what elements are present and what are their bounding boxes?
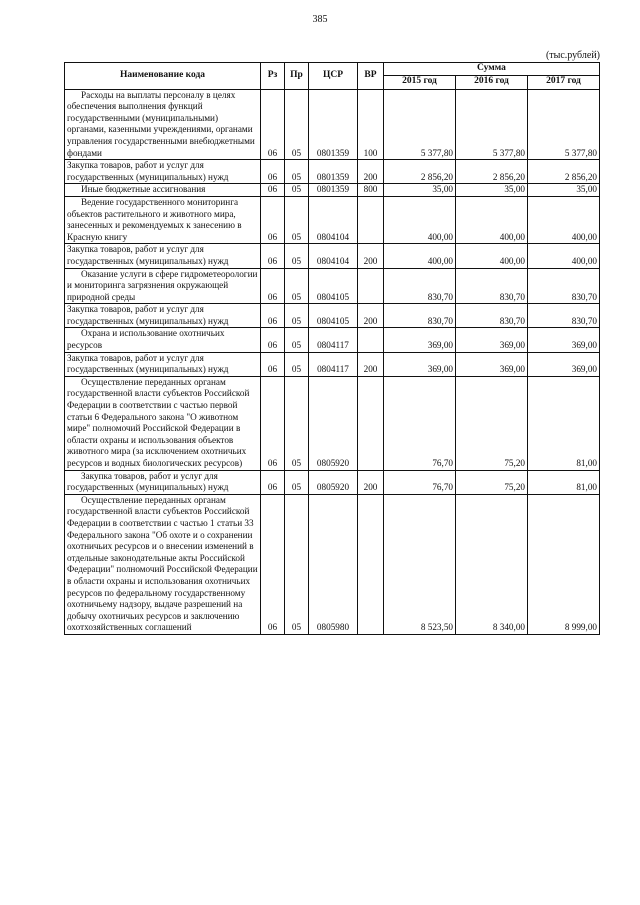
row-csr — [309, 244, 358, 268]
row-name-text: Закупка товаров, работ и услуг для государственных (муниципальных) нужд — [67, 470, 229, 493]
row-pr — [285, 494, 309, 634]
row-csr — [309, 196, 358, 243]
row-vr — [358, 89, 384, 160]
row-2017-text: 830,70 — [571, 291, 597, 302]
budget-table — [64, 62, 600, 635]
row-2017 — [528, 184, 600, 197]
row-csr-text: 0804117 — [317, 340, 349, 351]
row-rz — [261, 376, 285, 470]
row-2016 — [456, 376, 528, 470]
row-2017 — [528, 244, 600, 268]
row-vr — [358, 494, 384, 634]
row-rz — [261, 89, 285, 160]
header-pr: Пр — [285, 63, 309, 90]
row-rz-text: 06 — [267, 184, 278, 195]
row-vr — [358, 268, 384, 304]
row-name — [65, 376, 261, 470]
row-2015-text: 5 377,80 — [420, 147, 453, 158]
table-row — [65, 184, 600, 197]
row-2016 — [456, 268, 528, 304]
row-2015 — [384, 304, 456, 328]
row-pr-text: 05 — [291, 171, 302, 182]
row-name — [65, 470, 261, 494]
row-vr-text: 200 — [363, 255, 378, 266]
table-row — [65, 352, 600, 376]
row-2017 — [528, 304, 600, 328]
row-2015 — [384, 470, 456, 494]
table-row — [65, 160, 600, 184]
row-rz — [261, 352, 285, 376]
row-csr-text: 0804104 — [316, 231, 350, 242]
row-pr — [285, 268, 309, 304]
row-pr-text: 05 — [291, 364, 302, 375]
table-row — [65, 376, 600, 470]
row-rz-text: 06 — [267, 340, 278, 351]
row-name-text: Оказание услуги в сфере гидрометеорологии и мониторинга загрязнения окружающей природной среды — [67, 268, 258, 302]
row-rz — [261, 184, 285, 197]
row-2015-text: 369,00 — [427, 364, 453, 375]
row-vr — [358, 304, 384, 328]
row-csr-text: 0801359 — [316, 184, 350, 195]
row-rz-text: 06 — [267, 622, 278, 633]
row-rz-text: 06 — [267, 231, 278, 242]
row-csr — [309, 494, 358, 634]
row-2015 — [384, 244, 456, 268]
header-sum: Сумма — [384, 63, 600, 76]
row-2015 — [384, 494, 456, 634]
row-2017 — [528, 470, 600, 494]
row-vr — [358, 160, 384, 184]
row-pr-text: 05 — [291, 622, 302, 633]
row-name — [65, 328, 261, 352]
row-vr-text: 200 — [363, 315, 378, 326]
row-vr — [358, 352, 384, 376]
row-name — [65, 494, 261, 634]
row-2015 — [384, 196, 456, 243]
row-name — [65, 268, 261, 304]
row-csr-text: 0805980 — [316, 622, 350, 633]
row-vr-text: 200 — [363, 171, 378, 182]
row-pr-text: 05 — [291, 231, 302, 242]
row-vr — [358, 470, 384, 494]
row-pr — [285, 184, 309, 197]
row-2017 — [528, 160, 600, 184]
row-vr-text: 100 — [363, 147, 378, 158]
header-rz: Рз — [261, 63, 285, 90]
row-pr — [285, 376, 309, 470]
row-name-text: Закупка товаров, работ и услуг для государственных (муниципальных) нужд — [67, 304, 229, 326]
row-rz — [261, 160, 285, 184]
units-label: (тыс.рублей) — [545, 50, 600, 61]
row-2016 — [456, 304, 528, 328]
row-2017-text: 369,00 — [571, 340, 597, 351]
row-pr — [285, 196, 309, 243]
row-2016 — [456, 328, 528, 352]
row-vr — [358, 328, 384, 352]
table-body — [65, 89, 600, 634]
row-2016 — [456, 184, 528, 197]
row-rz-text: 06 — [267, 364, 278, 375]
row-2015 — [384, 184, 456, 197]
row-name — [65, 196, 261, 243]
row-csr — [309, 268, 358, 304]
table-row — [65, 89, 600, 160]
row-2016 — [456, 244, 528, 268]
row-name-text: Ведение государственного мониторинга объектов растительного и животного мира, занесенных и рекомендуемых к занесению в Красную книгу — [67, 196, 242, 242]
header-2016: 2016 год — [456, 75, 528, 89]
row-csr-text: 0804104 — [316, 255, 350, 266]
row-2017-text: 81,00 — [576, 482, 597, 493]
row-rz-text: 06 — [267, 458, 278, 468]
row-2017-text: 5 377,80 — [564, 147, 597, 158]
row-2015-text: 369,00 — [427, 340, 453, 351]
row-2017 — [528, 376, 600, 470]
row-2015 — [384, 328, 456, 352]
row-rz — [261, 470, 285, 494]
row-2017 — [528, 352, 600, 376]
row-rz — [261, 268, 285, 304]
row-2016 — [456, 352, 528, 376]
row-vr — [358, 244, 384, 268]
row-csr-text: 0804117 — [317, 364, 349, 375]
row-csr-text: 0801359 — [316, 147, 350, 158]
row-vr — [358, 196, 384, 243]
row-2017-text: 81,00 — [576, 458, 597, 468]
row-rz — [261, 494, 285, 634]
row-csr-text: 0801359 — [316, 171, 350, 182]
row-2015 — [384, 352, 456, 376]
row-rz-text: 06 — [267, 255, 278, 266]
row-csr-text: 0805920 — [316, 482, 350, 493]
row-pr — [285, 244, 309, 268]
row-2016 — [456, 89, 528, 160]
row-pr-text: 05 — [291, 315, 302, 326]
row-csr — [309, 470, 358, 494]
row-name-text: Закупка товаров, работ и услуг для государственных (муниципальных) нужд — [67, 160, 229, 182]
row-2015-text: 76,70 — [432, 482, 453, 493]
row-2015-text: 2 856,20 — [420, 171, 453, 182]
row-name — [65, 244, 261, 268]
header-csr: ЦСР — [309, 63, 358, 90]
table-row — [65, 328, 600, 352]
row-2015-text: 8 523,50 — [420, 622, 453, 633]
row-rz — [261, 244, 285, 268]
row-2017-text: 830,70 — [571, 315, 597, 326]
header-vr: ВР — [358, 63, 384, 90]
header-2017: 2017 год — [528, 75, 600, 89]
row-vr-text: 800 — [363, 184, 378, 195]
row-2015-text: 400,00 — [427, 255, 453, 266]
table-row — [65, 196, 600, 243]
row-pr — [285, 160, 309, 184]
row-name-text: Закупка товаров, работ и услуг для государственных (муниципальных) нужд — [67, 352, 229, 375]
row-csr — [309, 160, 358, 184]
row-vr-text: 200 — [363, 364, 378, 375]
row-2016-text: 5 377,80 — [492, 147, 525, 158]
row-csr — [309, 328, 358, 352]
row-csr — [309, 304, 358, 328]
row-rz-text: 06 — [267, 147, 278, 158]
row-2015 — [384, 376, 456, 470]
row-2015-text: 830,70 — [427, 315, 453, 326]
row-vr-text: 200 — [363, 482, 378, 493]
header-2015: 2015 год — [384, 75, 456, 89]
row-csr-text: 0805920 — [316, 458, 350, 468]
row-name-text: Охрана и использование охотничьих ресурсов — [67, 328, 225, 351]
row-2016 — [456, 470, 528, 494]
row-2017-text: 369,00 — [571, 364, 597, 375]
row-pr — [285, 89, 309, 160]
row-csr — [309, 89, 358, 160]
row-csr — [309, 352, 358, 376]
row-2016-text: 830,70 — [499, 291, 525, 302]
row-vr — [358, 376, 384, 470]
row-2017 — [528, 89, 600, 160]
row-2016 — [456, 160, 528, 184]
row-2016-text: 369,00 — [499, 340, 525, 351]
row-pr — [285, 328, 309, 352]
row-rz-text: 06 — [267, 171, 278, 182]
row-pr — [285, 352, 309, 376]
row-name — [65, 304, 261, 328]
row-pr — [285, 304, 309, 328]
row-2016 — [456, 494, 528, 634]
row-rz-text: 06 — [267, 291, 278, 302]
row-2016-text: 8 340,00 — [492, 622, 525, 633]
header-name: Наименование кода — [65, 63, 261, 90]
row-pr-text: 05 — [291, 291, 302, 302]
row-rz-text: 06 — [267, 482, 278, 493]
row-2016-text: 75,20 — [504, 458, 525, 468]
row-name-text: Осуществление переданных органам государственной власти субъектов Российской Федерации в соответствии с частью первой статьи 6 Федерального закона "О животном мире" полномочий Российской Федерации в области охраны и использования объектов животного мира (за исключением охотничьих ресурсов и водных биологических ресурсов) — [67, 376, 250, 468]
row-pr-text: 05 — [291, 147, 302, 158]
table-row — [65, 244, 600, 268]
row-2017-text: 8 999,00 — [564, 622, 597, 633]
table-row — [65, 304, 600, 328]
row-pr-text: 05 — [291, 255, 302, 266]
row-2016-text: 400,00 — [499, 231, 525, 242]
row-rz-text: 06 — [267, 315, 278, 326]
row-2016-text: 35,00 — [504, 184, 525, 195]
table-row — [65, 470, 600, 494]
row-2015-text: 76,70 — [432, 458, 453, 468]
row-rz — [261, 304, 285, 328]
row-name — [65, 160, 261, 184]
row-name-text: Осуществление переданных органам государственной власти субъектов Российской Федерации в соответствии с частью 1 статьи 33 Федерального закона "Об охоте и о сохранении охотничьих ресурсов и о внесении изменений в отдельные законодательные акты Российской Федерации" полномочий Российской Федерации в области охраны и использования охотничьих ресурсов по федеральному государственному охотничьему надзору, выдаче разрешений на добычу охотничьих ресурсов и заключению охотхозяйственных соглашений — [67, 494, 258, 633]
row-2017-text: 400,00 — [571, 255, 597, 266]
row-2017 — [528, 328, 600, 352]
row-2016-text: 830,70 — [499, 315, 525, 326]
row-csr — [309, 184, 358, 197]
row-2017-text: 2 856,20 — [564, 171, 597, 182]
row-2017 — [528, 196, 600, 243]
row-pr — [285, 470, 309, 494]
page-number: 385 — [312, 14, 328, 25]
row-rz — [261, 328, 285, 352]
row-2015 — [384, 89, 456, 160]
row-2017 — [528, 494, 600, 634]
row-csr-text: 0804105 — [316, 315, 350, 326]
row-pr-text: 05 — [291, 340, 302, 351]
row-2015 — [384, 160, 456, 184]
row-name — [65, 184, 261, 197]
table-row — [65, 494, 600, 634]
row-2015 — [384, 268, 456, 304]
row-2016-text: 400,00 — [499, 255, 525, 266]
row-2016-text: 2 856,20 — [492, 171, 525, 182]
row-pr-text: 05 — [291, 482, 302, 493]
row-2015-text: 35,00 — [432, 184, 453, 195]
row-name — [65, 89, 261, 160]
row-2015-text: 830,70 — [427, 291, 453, 302]
row-2016-text: 369,00 — [499, 364, 525, 375]
row-vr — [358, 184, 384, 197]
row-name-text: Иные бюджетные ассигнования — [81, 184, 206, 195]
row-2017 — [528, 268, 600, 304]
row-csr — [309, 376, 358, 470]
row-name — [65, 352, 261, 376]
row-2016-text: 75,20 — [504, 482, 525, 493]
table-row — [65, 268, 600, 304]
row-name-text: Расходы на выплаты персоналу в целях обеспечения выполнения функций государственными (муниципальными) органами, казенными учреждениями, органами управления государственными внебюджетными фондами — [67, 89, 255, 158]
row-2017-text: 400,00 — [571, 231, 597, 242]
row-2016 — [456, 196, 528, 243]
row-rz — [261, 196, 285, 243]
row-2017-text: 35,00 — [576, 184, 597, 195]
row-name-text: Закупка товаров, работ и услуг для государственных (муниципальных) нужд — [67, 244, 229, 266]
row-csr-text: 0804105 — [316, 291, 350, 302]
row-pr-text: 05 — [291, 184, 302, 195]
row-2015-text: 400,00 — [427, 231, 453, 242]
row-pr-text: 05 — [291, 458, 302, 468]
